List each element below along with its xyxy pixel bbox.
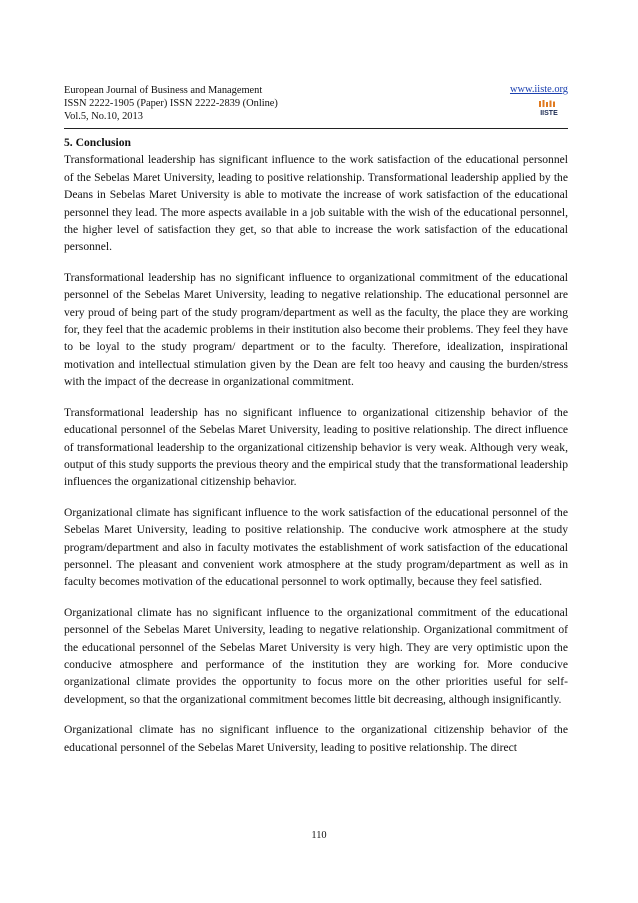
page-number: 110 bbox=[311, 830, 327, 841]
iiste-logo bbox=[538, 100, 560, 116]
paragraph: Organizational climate has no significant influence to the organizational citizenship behavior of the educational personnel of the Sebelas Maret University, leading to positive relationship. The direct bbox=[64, 723, 568, 754]
volume-line: Vol.5, No.10, 2013 bbox=[64, 111, 143, 122]
paragraph: Transformational leadership has no significant influence to organizational commitment of the educational personnel of the Sebelas Maret University, leading to negative relationship. The educational personnel are very proud of being part of the study program/department as well as the faculty, the place they are working for, they feel that the academic problems in their institution also become their problems. They feel they have to be loyal to the study program/ department or to the faculty. Therefore, idealization, inspirational motivation and intellectual stimulation given by the Dean are felt too heavy and causing the burden/stress with the impact of the decrease in organizational commitment. bbox=[64, 270, 568, 389]
header-rule bbox=[64, 128, 568, 129]
article-body bbox=[64, 134, 568, 769]
section-heading: 5. Conclusion bbox=[64, 136, 132, 149]
paragraph: Organizational climate has no significant influence to the organizational commitment of the educational personnel of the Sebelas Maret University, leading to negative relationship. Organizational commitment of the educational personnel of the Sebelas Maret University is very high. They are very optimistic upon the conducive atmosphere and performance of the institution they are working for. More conducive organizational climate provides the opportunity to focus more on the other priorities useful for self-development, so that the organizational commitment becomes little bit decreasing, although insignificantly. bbox=[64, 605, 568, 706]
page-header bbox=[64, 84, 568, 123]
issn-line: ISSN 2222-1905 (Paper) ISSN 2222-2839 (Online) bbox=[64, 98, 278, 109]
paragraph: Transformational leadership has no significant influence to organizational citizenship behavior of the educational personnel of the Sebelas Maret University, leading to positive relationship. The direct influence of transformational leadership to the organizational citizenship behavior is very weak. Although very weak, output of this study supports the previous theory and the empirical study that the transformational leadership influences the organizational citizenship behavior. bbox=[64, 405, 568, 489]
svg-text:IISTE: IISTE bbox=[540, 110, 558, 116]
paragraph: Organizational climate has significant influence to the work satisfaction of the educational personnel of the Sebelas Maret University, leading to positive relationship. The conducive work atmosphere at the study program/department and also in faculty motivates the establishment of work satisfaction of the educational personnel. The pleasant and convenient work atmosphere at the study program/department as well as in faculty becomes motivation of the educational personnel to work optimally, because they feel satisfied. bbox=[64, 505, 568, 589]
journal-url-link[interactable]: www.iiste.org bbox=[509, 84, 568, 95]
paragraph: Transformational leadership has significant influence to the work satisfaction of the educational personnel of the Sebelas Maret University, leading to positive relationship. Transformational leadership applied by the Deans in Sebelas Maret University is able to motivate the increase of work satisfaction of the educational personnel they lead. The more aspects available in a job suitable with the wish of the educational personnel, the higher level of satisfaction they get, so that able to increase the work satisfaction of the educational personnel. bbox=[64, 153, 568, 254]
journal-name: European Journal of Business and Management bbox=[64, 85, 263, 96]
